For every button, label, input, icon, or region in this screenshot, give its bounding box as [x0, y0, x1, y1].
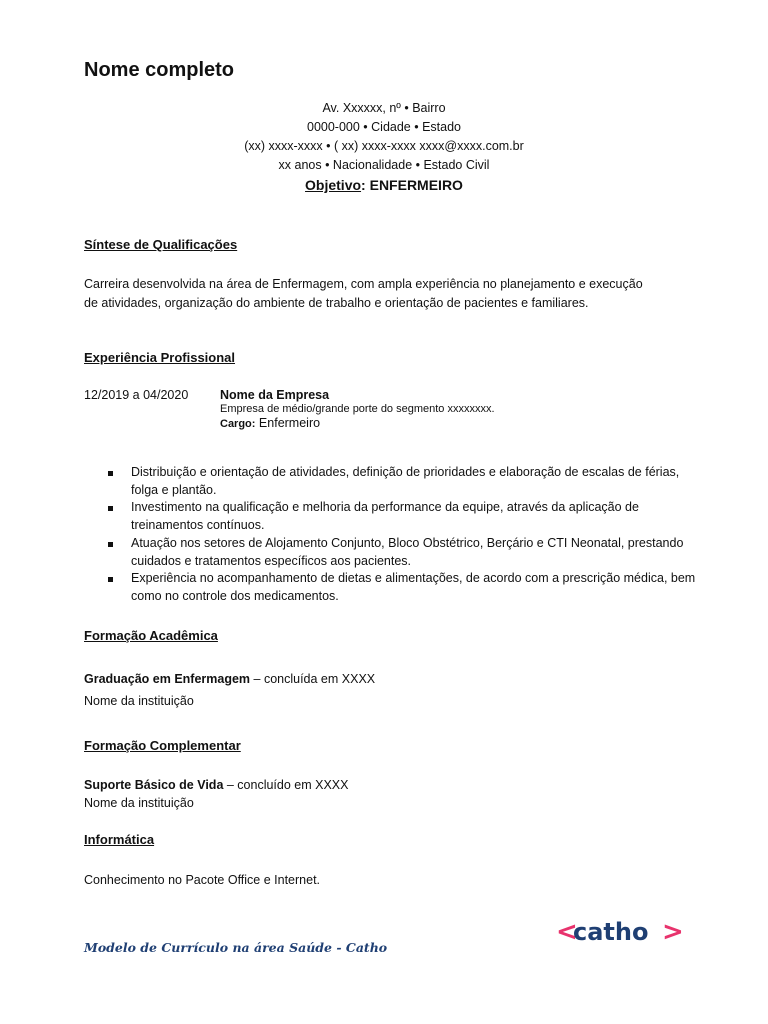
company-description: Empresa de médio/grande porte do segmento xxxxxxxx. [220, 403, 495, 415]
summary-text: Carreira desenvolvida na área de Enfermagem, com ampla experiência no planejamento e execução de atividades, organização do ambiente de trabalho e orientação de pacientes e familiares. [84, 277, 643, 310]
footer-caption: Modelo de Currículo na área Saúde - Catho [84, 940, 388, 955]
bullet-icon [108, 506, 113, 511]
summary-heading: Síntese de Qualificações [84, 237, 238, 252]
bullet-text: Distribuição e orientação de atividades, definição de prioridades e elaboração de escalas de férias, folga e plantão. [131, 465, 680, 497]
objective-label: Objetivo [305, 177, 362, 193]
contact-city: 0000-000 • Cidade • Estado [307, 120, 461, 134]
course-status: – concluído em XXXX [223, 778, 349, 792]
logo-text: catho [573, 918, 649, 946]
logo-left-bracket: < [556, 917, 578, 947]
candidate-name: Nome completo [84, 59, 235, 81]
experience-period: 12/2019 a 04/2020 [84, 388, 189, 402]
objective-value: ENFERMEIRO [369, 177, 463, 193]
degree-name: Graduação em Enfermagem [84, 672, 251, 686]
it-heading: Informática [84, 832, 155, 847]
bullet-icon [108, 471, 113, 476]
company-name: Nome da Empresa [220, 388, 330, 402]
degree-status: – concluída em XXXX [250, 672, 376, 686]
education-institution: Nome da instituição [84, 694, 194, 708]
education-heading: Formação Acadêmica [84, 628, 218, 643]
complementary-institution: Nome da instituição [84, 796, 194, 810]
role [220, 416, 320, 430]
list-item [108, 499, 698, 534]
complementary-course [84, 778, 348, 792]
experience-bullets [108, 464, 698, 606]
list-item [108, 570, 698, 605]
contact-address: Av. Xxxxxx, nº • Bairro [322, 101, 446, 115]
role-label: Cargo: [220, 418, 256, 430]
bullet-text: Atuação nos setores de Alojamento Conjunto, Bloco Obstétrico, Berçário e CTI Neonatal, prestando cuidados e tratamentos específicos aos pacientes. [131, 535, 684, 568]
contact-personal: xx anos • Nacionalidade • Estado Civil [278, 158, 490, 172]
bullet-text: Experiência no acompanhamento de dietas e alimentações, de acordo com a prescrição médica, bem como no controle dos medicamentos. [131, 571, 696, 603]
experience-heading: Experiência Profissional [84, 350, 236, 365]
bullet-icon [108, 577, 113, 582]
objective-separator: : [361, 177, 370, 193]
education-degree [84, 672, 375, 686]
complementary-heading: Formação Complementar [84, 738, 241, 753]
logo-right-bracket: > [662, 917, 684, 947]
objective [0, 177, 768, 193]
course-name: Suporte Básico de Vida [84, 778, 224, 792]
it-text: Conhecimento no Pacote Office e Internet. [84, 873, 321, 887]
role-value: Enfermeiro [255, 416, 321, 430]
bullet-icon [108, 542, 113, 547]
list-item [108, 464, 698, 499]
catho-logo [556, 913, 684, 951]
bullet-text: Investimento na qualificação e melhoria da performance da equipe, através da aplicação de treinamentos contínuos. [131, 500, 639, 533]
contact-phones-email: (xx) xxxx-xxxx • ( xx) xxxx-xxxx xxxx@xxxx.com.br [244, 139, 524, 153]
list-item [108, 535, 698, 570]
